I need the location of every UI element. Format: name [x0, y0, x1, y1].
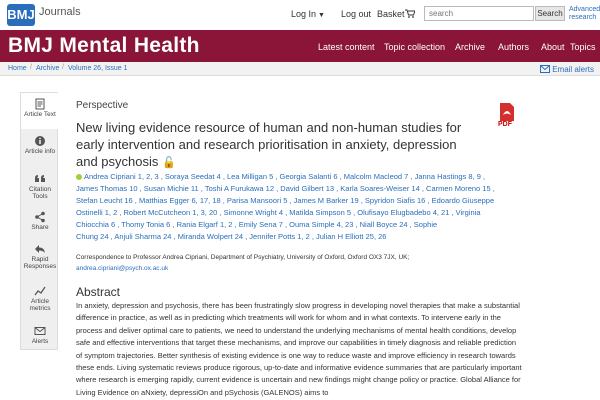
logout-link[interactable]: Log out — [341, 9, 372, 19]
correspondence-text: Correspondence to Professor Andrea Cipriani, Department of Psychiatry, University of Oxford, Oxford OX3 7JX, UK; — [76, 254, 410, 261]
rail-article-text[interactable] — [21, 93, 59, 129]
author-list — [76, 171, 516, 243]
basket-icon[interactable] — [405, 9, 415, 18]
mail-icon — [540, 65, 550, 73]
rail-article-info[interactable] — [21, 131, 59, 165]
breadcrumb — [0, 62, 600, 76]
article-title: New living evidence resource of human and non-human studies for early intervention and research prioritisation in anxiety, depression and psychosis 🔓 — [76, 120, 462, 169]
pdf-icon[interactable] — [497, 103, 517, 121]
rail-citation-tools[interactable] — [21, 169, 59, 203]
abstract-text: In anxiety, depression and psychosis, there has been frustratingly slow progress in developing novel therapies that make a substantial difference in practice, as well as in predicting which treatments will work for whom and in what contexts. To intervene early in the process and deliver optimal care to patients, we need to understand the underlying mechanisms of mental health conditions, develop safe and effective interventions that target these mechanisms, and improve our capabilities in timely diagnosis and reliable prediction of symptom trajectories. Better synthesis of existing evidence is one way to reduce waste and improve efficiency in research towards these ends. Living systematic reviews produce rigorous, up-to-date and informative evidence summaries that are particularly important where research is emerging rapidly, current evidence is uncertain and new findings might change policy or practice. Global Alliance for Living Evidence on aNxiety, depressiOn and pSychosis (GALENOS) aims to — [76, 301, 522, 397]
login-link[interactable]: Log In ▼ — [291, 9, 325, 19]
rail-alerts[interactable] — [21, 321, 59, 349]
document-icon — [34, 98, 46, 110]
nav-topics[interactable]: Topics — [570, 42, 596, 52]
breadcrumb-home[interactable]: Home — [8, 65, 27, 72]
breadcrumb-separator: / — [30, 64, 32, 71]
rail-share[interactable] — [21, 207, 59, 235]
correspondence — [76, 252, 516, 274]
rail-label: Share — [31, 224, 49, 231]
author-line[interactable]: Stefan Leucht 16 , Matthias Egger 6, 17, 18 , Parisa Mansoori 5 , James M Barker 19 , Spyridon Siafis 16 , Edoardo Giuseppe — [76, 196, 495, 205]
reply-icon — [34, 243, 46, 255]
journals-label[interactable]: Journals — [39, 6, 81, 18]
article-type: Perspective — [76, 100, 129, 111]
metrics-icon — [34, 285, 46, 297]
search-button[interactable]: Search — [535, 6, 565, 21]
breadcrumb-volume[interactable]: Volume 26, Issue 1 — [68, 65, 128, 72]
rail-label: Article info — [24, 148, 56, 155]
author-line[interactable]: Chiocchia 6 , Thomy Tonia 6 , Rania Elgarf 1, 2 , Emily Sena 7 , Ouma Simple 4, 23 , Niall Boyce 24 , Sophie — [76, 220, 438, 229]
rail-label: Alerts — [31, 338, 49, 345]
advanced-search-link[interactable]: Advanced research — [569, 6, 600, 21]
site-header — [0, 30, 600, 62]
info-icon — [34, 135, 46, 147]
abstract-heading: Abstract — [76, 285, 121, 299]
rail-label: Citation Tools — [28, 186, 52, 200]
author-line[interactable]: Chung 24 , Anjuli Sharma 24 , Miranda Wolpert 24 , Jennifer Potts 1, 2 , Julian H Elliott 25, 26 — [76, 232, 387, 241]
rail-rapid-responses[interactable] — [21, 239, 59, 277]
author-line[interactable]: Ostinelli 1, 2 , Robert McCutcheon 1, 3, 20 , Simonne Wright 4 , Matilda Simpson 5 , Olufisayo Elugbadebo 4, 21 , Virginia — [76, 208, 481, 217]
basket-link[interactable]: Basket — [377, 9, 405, 19]
quote-icon — [34, 173, 46, 185]
nav-latest-content[interactable]: Latest content — [318, 42, 375, 52]
nav-authors[interactable]: Authors — [498, 42, 530, 52]
orcid-icon — [76, 174, 82, 180]
correspondence-email[interactable]: andrea.cipriani@psych.ox.ac.uk — [76, 265, 169, 272]
share-icon — [34, 211, 46, 223]
nav-about[interactable]: About — [541, 42, 565, 52]
nav-archive[interactable]: Archive — [455, 42, 486, 52]
open-access-icon: 🔓 — [162, 157, 176, 169]
nav-topic-collection[interactable]: Topic collection — [384, 42, 446, 52]
breadcrumb-separator: / — [62, 64, 64, 71]
bmj-logo[interactable]: BMJ — [7, 4, 35, 26]
breadcrumb-archive[interactable]: Archive — [36, 65, 60, 72]
search-input[interactable] — [424, 6, 534, 21]
rail-label: Article metrics — [29, 298, 51, 312]
top-bar — [0, 0, 600, 30]
mail-icon — [34, 325, 46, 337]
chevron-down-icon: ▼ — [318, 12, 325, 19]
article-tools-rail — [20, 92, 58, 350]
site-title[interactable]: BMJ Mental Health — [8, 34, 200, 57]
author-line[interactable]: James Thomas 10 , Susan Michie 11 , Toshi A Furukawa 12 , David Gilbert 13 , Karla Soares-Weiser 14 , Carmen Moreno 15 , — [76, 184, 495, 193]
rail-article-metrics[interactable] — [21, 281, 59, 317]
pdf-link[interactable]: PDF — [498, 121, 512, 128]
rail-label: Rapid Responses — [23, 256, 57, 270]
author-line[interactable]: Andrea Cipriani 1, 2, 3 , Soraya Seedat 4 , Lea Milligan 5 , Georgia Salanti 6 , Malcolm Macleod 7 , Janna Hastings 8, 9 , — [76, 171, 516, 183]
email-alerts-link[interactable]: Email alerts — [540, 65, 594, 74]
rail-label: Article Text — [24, 111, 56, 118]
